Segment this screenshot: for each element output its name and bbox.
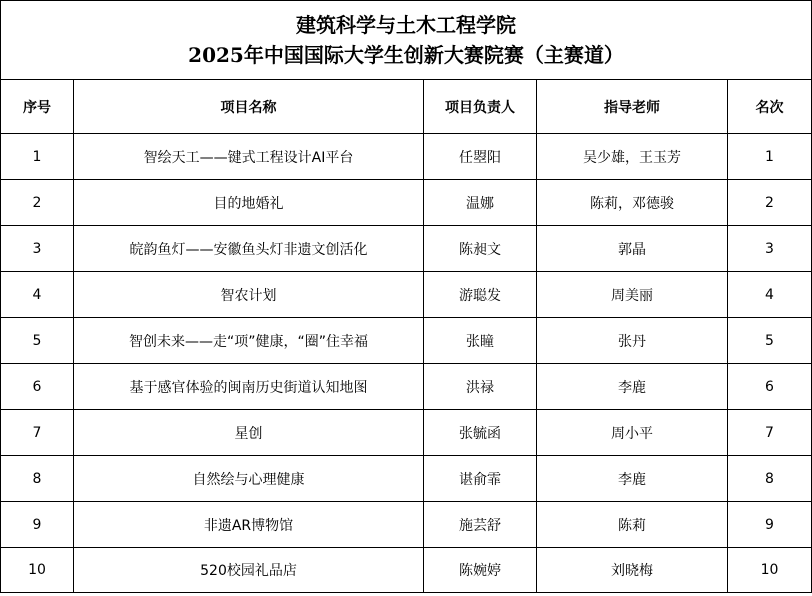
cell-no: 10: [1, 548, 74, 593]
cell-leader: 施芸舒: [424, 502, 537, 548]
cell-advisor: 李鹿: [537, 456, 728, 502]
table-row: [1, 180, 812, 226]
cell-leader: 陈昶文: [424, 226, 537, 272]
table-row: [1, 456, 812, 502]
cell-leader: 谌俞霏: [424, 456, 537, 502]
cell-project: 目的地婚礼: [74, 180, 424, 226]
header-row: [1, 80, 812, 134]
cell-no: 5: [1, 318, 74, 364]
table-row: [1, 318, 812, 364]
cell-rank: 10: [728, 548, 812, 593]
cell-no: 6: [1, 364, 74, 410]
table-row: [1, 272, 812, 318]
cell-no: 8: [1, 456, 74, 502]
cell-no: 4: [1, 272, 74, 318]
cell-no: 9: [1, 502, 74, 548]
cell-leader: 洪禄: [424, 364, 537, 410]
cell-advisor: 吴少雄，王玉芳: [537, 134, 728, 180]
cell-leader: 张瞳: [424, 318, 537, 364]
header-rank: 名次: [728, 80, 812, 134]
header-no: 序号: [1, 80, 74, 134]
cell-rank: 7: [728, 410, 812, 456]
table-row: [1, 226, 812, 272]
table-row: [1, 134, 812, 180]
title-row: [1, 1, 812, 80]
cell-rank: 5: [728, 318, 812, 364]
cell-no: 3: [1, 226, 74, 272]
cell-rank: 6: [728, 364, 812, 410]
cell-advisor: 周小平: [537, 410, 728, 456]
cell-no: 2: [1, 180, 74, 226]
cell-project: 基于感官体验的闽南历史街道认知地图: [74, 364, 424, 410]
cell-leader: 游聪发: [424, 272, 537, 318]
cell-project: 智绘天工——键式工程设计AI平台: [74, 134, 424, 180]
cell-project: 520校园礼品店: [74, 548, 424, 593]
cell-rank: 8: [728, 456, 812, 502]
cell-project: 非遗AR博物馆: [74, 502, 424, 548]
table-title: [1, 1, 812, 80]
cell-advisor: 张丹: [537, 318, 728, 364]
cell-project: 智创未来——走“项”健康，“圈”住幸福: [74, 318, 424, 364]
table-row: [1, 410, 812, 456]
cell-leader: 陈婉婷: [424, 548, 537, 593]
table-row: [1, 364, 812, 410]
cell-advisor: 周美丽: [537, 272, 728, 318]
cell-project: 皖韵鱼灯——安徽鱼头灯非遗文创活化: [74, 226, 424, 272]
cell-no: 1: [1, 134, 74, 180]
cell-rank: 9: [728, 502, 812, 548]
cell-leader: 张毓函: [424, 410, 537, 456]
cell-advisor: 陈莉: [537, 502, 728, 548]
cell-no: 7: [1, 410, 74, 456]
cell-project: 智农计划: [74, 272, 424, 318]
cell-rank: 4: [728, 272, 812, 318]
title-line-1: 建筑科学与土木工程学院: [296, 13, 517, 37]
cell-rank: 3: [728, 226, 812, 272]
cell-advisor: 郭晶: [537, 226, 728, 272]
header-leader: 项目负责人: [424, 80, 537, 134]
header-project: 项目名称: [74, 80, 424, 134]
cell-project: 星创: [74, 410, 424, 456]
cell-leader: 任曌阳: [424, 134, 537, 180]
cell-advisor: 李鹿: [537, 364, 728, 410]
table-row: [1, 502, 812, 548]
cell-rank: 2: [728, 180, 812, 226]
table-row: [1, 548, 812, 593]
cell-project: 自然绘与心理健康: [74, 456, 424, 502]
cell-rank: 1: [728, 134, 812, 180]
cell-leader: 温娜: [424, 180, 537, 226]
header-advisor: 指导老师: [537, 80, 728, 134]
cell-advisor: 陈莉，邓德骏: [537, 180, 728, 226]
cell-advisor: 刘晓梅: [537, 548, 728, 593]
title-line-2: 2025年中国国际大学生创新大赛院赛（主赛道）: [188, 43, 624, 67]
